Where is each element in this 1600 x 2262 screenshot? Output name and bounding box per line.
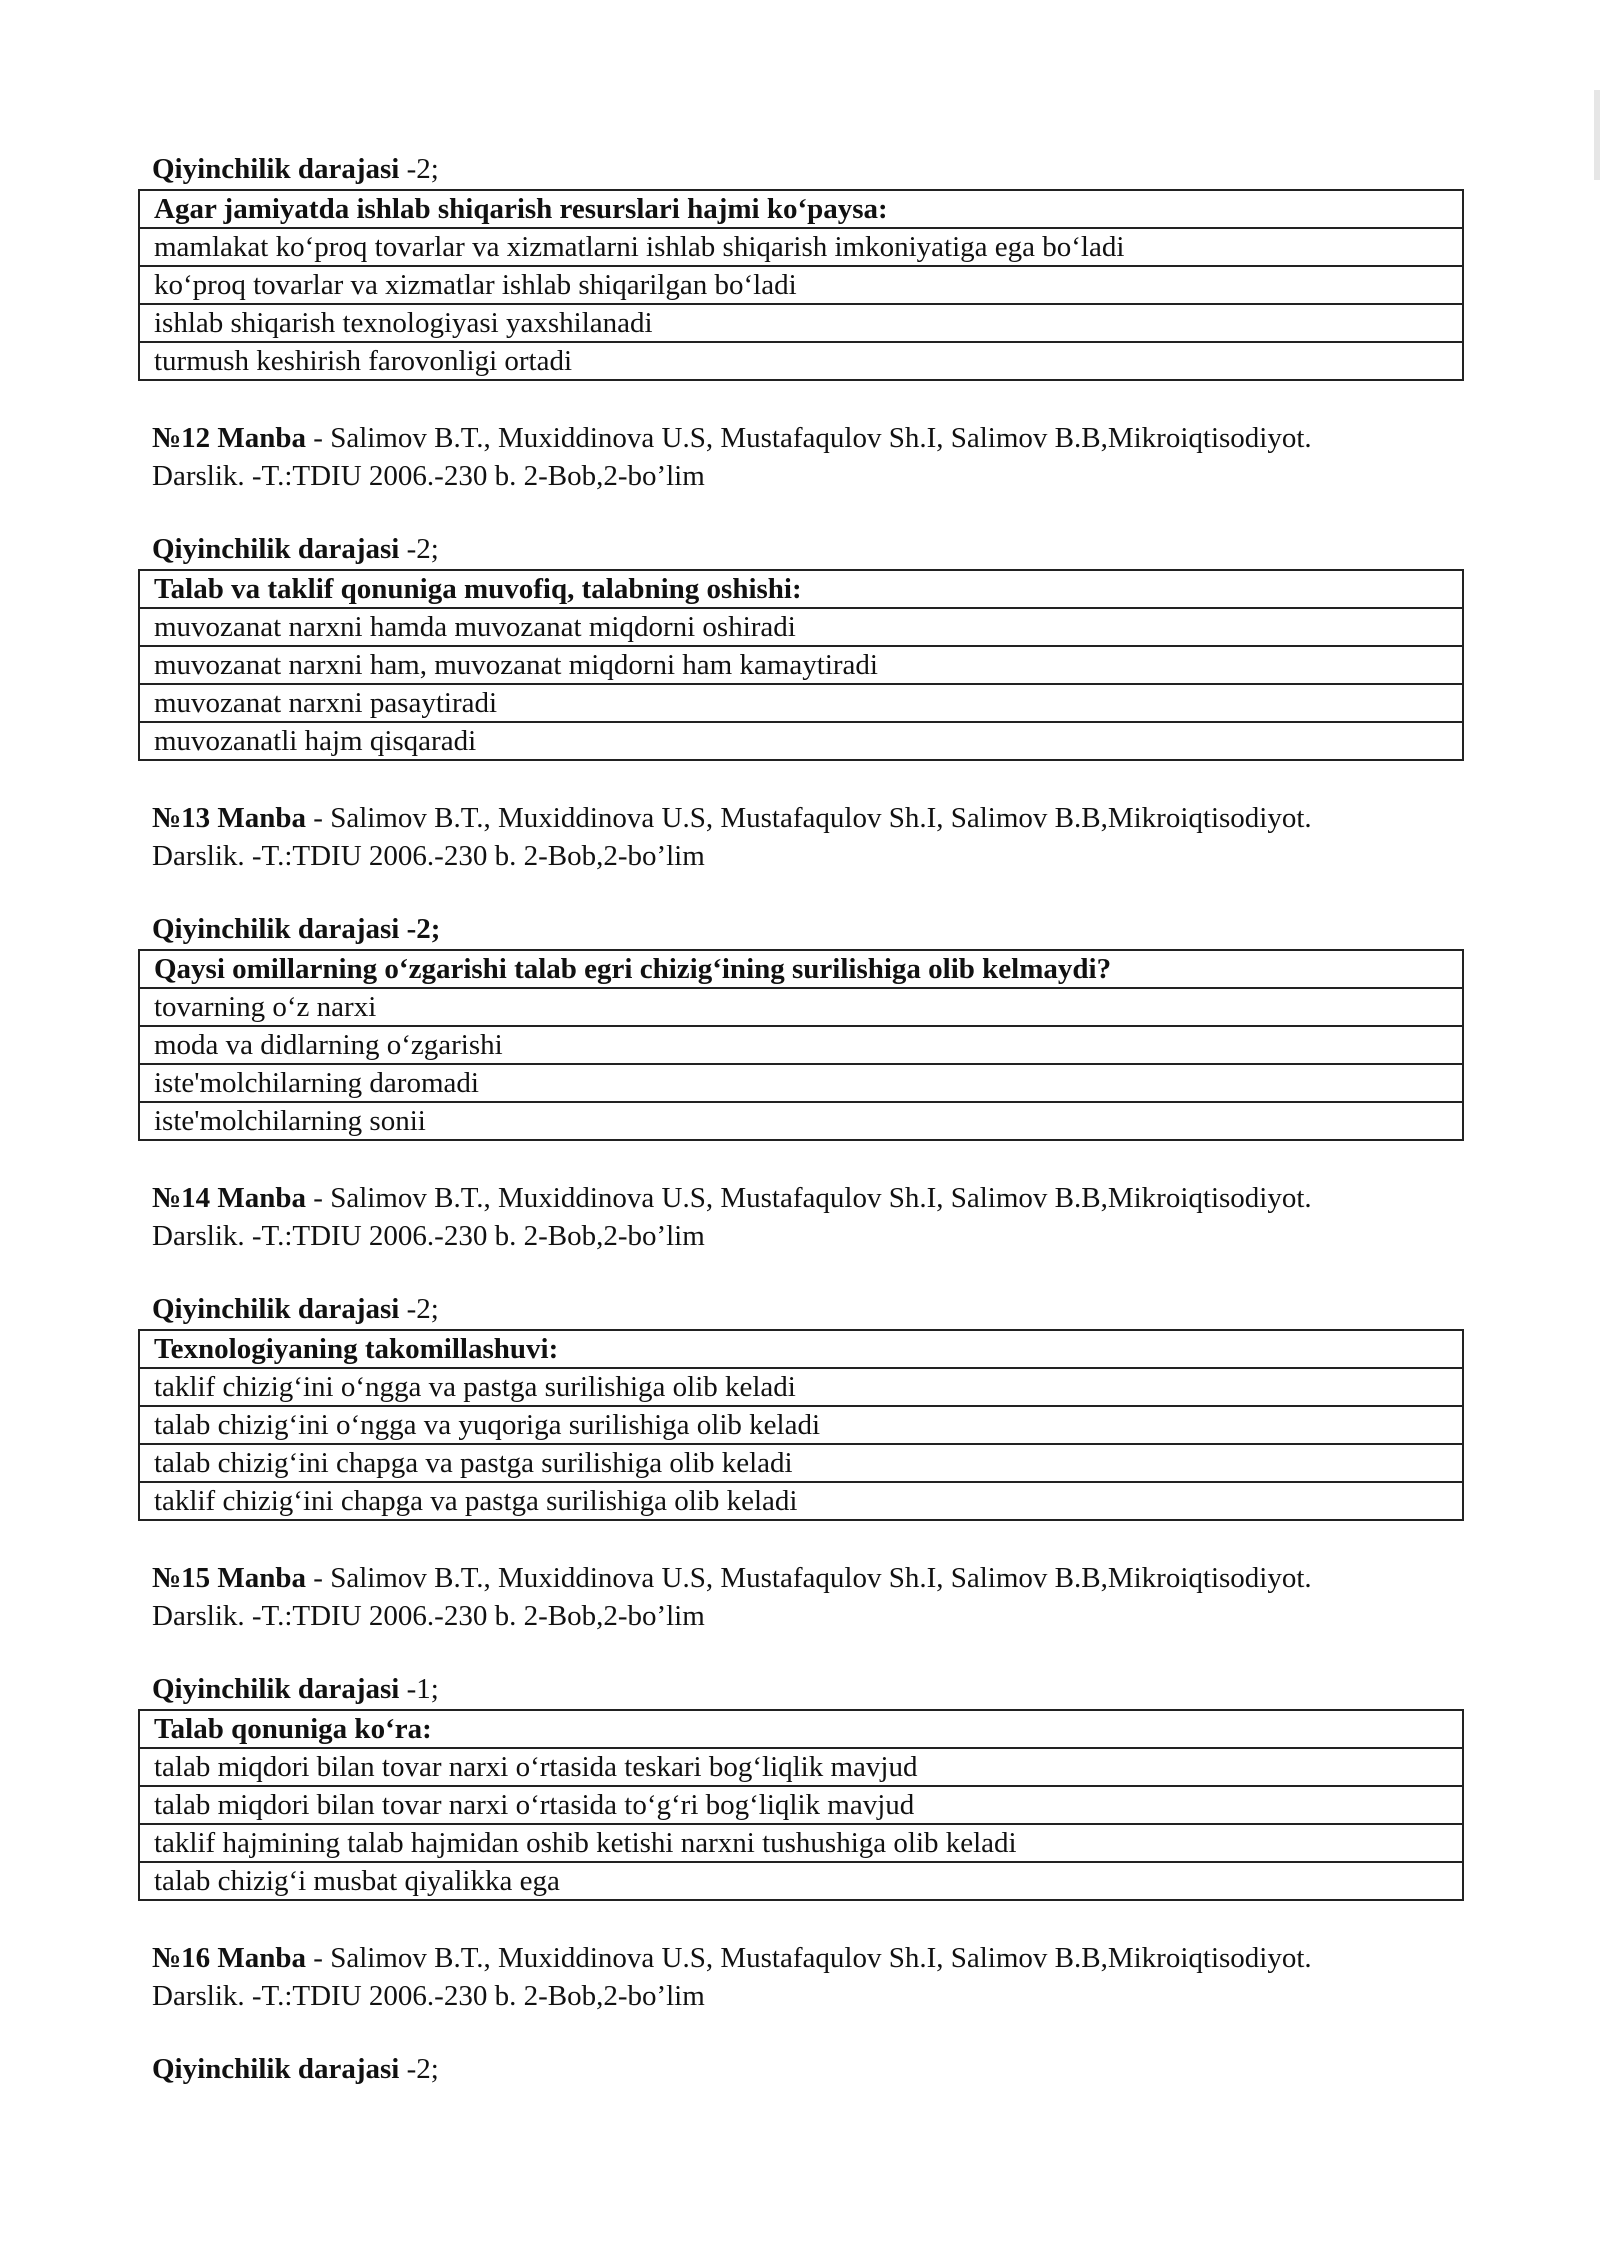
source-publication: Darslik. -T.:TDIU 2006.-230 b. 2-Bob,2-bo’lim <box>152 1600 705 1632</box>
section-spacer <box>152 1255 1462 1292</box>
answer-option: moda va didlarning o‘zgarishi <box>139 1026 1463 1064</box>
answer-option: muvozanat narxni ham, muvozanat miqdorni ham kamaytiradi <box>139 646 1463 684</box>
difficulty-level <box>152 1292 1462 1327</box>
answer-option: tovarning o‘z narxi <box>139 988 1463 1026</box>
answer-row <box>139 228 1463 266</box>
question-row <box>139 950 1463 988</box>
question-table <box>138 569 1464 761</box>
difficulty-level-label: Qiyinchilik darajasi <box>152 913 400 945</box>
section-spacer <box>152 2015 1462 2052</box>
source-line <box>152 1179 1462 1217</box>
answer-option: talab miqdori bilan tovar narxi o‘rtasida teskari bog‘liqlik mavjud <box>139 1748 1463 1786</box>
section-spacer <box>152 1635 1462 1672</box>
section-spacer <box>152 495 1462 532</box>
answer-row <box>139 342 1463 380</box>
answer-row <box>139 1482 1463 1520</box>
source-reference <box>152 799 1462 875</box>
source-authors: - Salimov B.T., Muxiddinova U.S, Mustafaqulov Sh.I, Salimov B.B,Mikroiqtisodiyot. <box>306 1182 1312 1214</box>
answer-option: taklif hajmining talab hajmidan oshib ketishi narxni tushushiga olib keladi <box>139 1824 1463 1862</box>
answer-option: muvozanat narxni pasaytiradi <box>139 684 1463 722</box>
answer-row <box>139 1862 1463 1900</box>
source-number-label: №15 Manba <box>152 1562 307 1594</box>
question-table <box>138 1709 1464 1901</box>
answer-row <box>139 266 1463 304</box>
answer-row <box>139 722 1463 760</box>
answer-option: talab chizig‘ini o‘ngga va yuqoriga surilishiga olib keladi <box>139 1406 1463 1444</box>
question-table <box>138 189 1464 381</box>
question-row <box>139 1710 1463 1748</box>
question-text: Talab qonuniga ko‘ra: <box>139 1710 1463 1748</box>
answer-row <box>139 608 1463 646</box>
difficulty-level-value: -2; <box>399 2053 439 2085</box>
answer-row <box>139 1406 1463 1444</box>
question-text: Agar jamiyatda ishlab shiqarish resurslari hajmi ko‘paysa: <box>139 190 1463 228</box>
difficulty-level-value: -2; <box>399 153 439 185</box>
difficulty-level <box>152 532 1462 567</box>
difficulty-level <box>152 912 1462 947</box>
source-publication: Darslik. -T.:TDIU 2006.-230 b. 2-Bob,2-bo’lim <box>152 460 705 492</box>
answer-row <box>139 1748 1463 1786</box>
question-text: Talab va taklif qonuniga muvofiq, talabning oshishi: <box>139 570 1463 608</box>
source-reference <box>152 1559 1462 1635</box>
difficulty-level-label: Qiyinchilik darajasi <box>152 533 400 565</box>
answer-option: ko‘proq tovarlar va xizmatlar ishlab shiqarilgan bo‘ladi <box>139 266 1463 304</box>
answer-option: turmush keshirish farovonligi ortadi <box>139 342 1463 380</box>
source-number-label: №12 Manba <box>152 422 307 454</box>
answer-option: talab miqdori bilan tovar narxi o‘rtasida to‘g‘ri bog‘liqlik mavjud <box>139 1786 1463 1824</box>
answer-row <box>139 684 1463 722</box>
answer-row <box>139 1368 1463 1406</box>
difficulty-level-value: -2; <box>399 1293 439 1325</box>
source-reference <box>152 1939 1462 2015</box>
source-line <box>152 419 1462 457</box>
answer-option: mamlakat ko‘proq tovarlar va xizmatlarni ishlab shiqarish imkoniyatiga ega bo‘ladi <box>139 228 1463 266</box>
difficulty-level-label: Qiyinchilik darajasi <box>152 1673 400 1705</box>
difficulty-level <box>152 152 1462 187</box>
answer-row <box>139 1026 1463 1064</box>
answer-option: talab chizig‘ini chapga va pastga surilishiga olib keladi <box>139 1444 1463 1482</box>
section-spacer <box>152 875 1462 912</box>
answer-option: iste'molchilarning daromadi <box>139 1064 1463 1102</box>
difficulty-level-label: Qiyinchilik darajasi <box>152 1293 400 1325</box>
answer-row <box>139 646 1463 684</box>
source-reference <box>152 1179 1462 1255</box>
page-edge-shadow <box>1594 90 1600 180</box>
difficulty-level-label: Qiyinchilik darajasi <box>152 153 400 185</box>
answer-option: talab chizig‘i musbat qiyalikka ega <box>139 1862 1463 1900</box>
difficulty-level-value: -2; <box>399 533 439 565</box>
answer-row <box>139 1786 1463 1824</box>
difficulty-level-value: -2; <box>399 913 441 945</box>
question-text: Texnologiyaning takomillashuvi: <box>139 1330 1463 1368</box>
question-table <box>138 1329 1464 1521</box>
answer-option: iste'molchilarning sonii <box>139 1102 1463 1140</box>
source-line <box>152 1559 1462 1597</box>
answer-row <box>139 988 1463 1026</box>
difficulty-level <box>152 1672 1462 1707</box>
source-publication: Darslik. -T.:TDIU 2006.-230 b. 2-Bob,2-bo’lim <box>152 1980 705 2012</box>
answer-row <box>139 1444 1463 1482</box>
difficulty-level-value: -1; <box>399 1673 439 1705</box>
source-authors: - Salimov B.T., Muxiddinova U.S, Mustafaqulov Sh.I, Salimov B.B,Mikroiqtisodiyot. <box>306 1942 1312 1974</box>
source-authors: - Salimov B.T., Muxiddinova U.S, Mustafaqulov Sh.I, Salimov B.B,Mikroiqtisodiyot. <box>306 422 1312 454</box>
answer-option: ishlab shiqarish texnologiyasi yaxshilanadi <box>139 304 1463 342</box>
question-row <box>139 190 1463 228</box>
source-line <box>152 799 1462 837</box>
question-row <box>139 1330 1463 1368</box>
answer-option: taklif chizig‘ini o‘ngga va pastga surilishiga olib keladi <box>139 1368 1463 1406</box>
answer-option: muvozanatli hajm qisqaradi <box>139 722 1463 760</box>
document-content <box>152 152 1462 2087</box>
source-line <box>152 1939 1462 1977</box>
difficulty-level <box>152 2052 1462 2087</box>
question-row <box>139 570 1463 608</box>
answer-row <box>139 1064 1463 1102</box>
answer-row <box>139 1824 1463 1862</box>
answer-option: muvozanat narxni hamda muvozanat miqdorni oshiradi <box>139 608 1463 646</box>
answer-row <box>139 304 1463 342</box>
answer-option: taklif chizig‘ini chapga va pastga surilishiga olib keladi <box>139 1482 1463 1520</box>
source-publication: Darslik. -T.:TDIU 2006.-230 b. 2-Bob,2-bo’lim <box>152 1220 705 1252</box>
question-text: Qaysi omillarning o‘zgarishi talab egri chizig‘ining surilishiga olib kelmaydi? <box>139 950 1463 988</box>
answer-row <box>139 1102 1463 1140</box>
source-number-label: №13 Manba <box>152 802 307 834</box>
source-number-label: №14 Manba <box>152 1182 307 1214</box>
source-publication: Darslik. -T.:TDIU 2006.-230 b. 2-Bob,2-bo’lim <box>152 840 705 872</box>
source-authors: - Salimov B.T., Muxiddinova U.S, Mustafaqulov Sh.I, Salimov B.B,Mikroiqtisodiyot. <box>306 1562 1312 1594</box>
source-reference <box>152 419 1462 495</box>
source-authors: - Salimov B.T., Muxiddinova U.S, Mustafaqulov Sh.I, Salimov B.B,Mikroiqtisodiyot. <box>306 802 1312 834</box>
question-table <box>138 949 1464 1141</box>
source-number-label: №16 Manba <box>152 1942 307 1974</box>
difficulty-level-label: Qiyinchilik darajasi <box>152 2053 400 2085</box>
